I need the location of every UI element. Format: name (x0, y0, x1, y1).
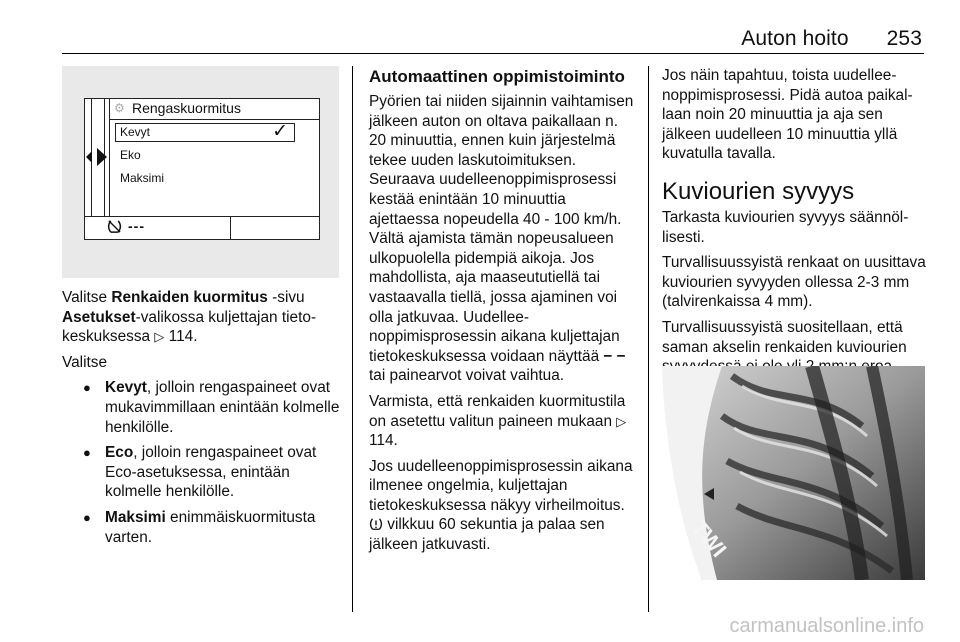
page-ref-icon: ▷ (154, 329, 165, 345)
page-number: 253 (886, 27, 922, 50)
menu-option-eko[interactable]: Eko (120, 148, 141, 162)
twi-label: TWI (686, 514, 732, 562)
column-divider-1 (352, 66, 353, 612)
paragraph-load-state: Varmista, että renkaiden kuormitustila on asetettu valitun paineen mukaan ▷ 114. (369, 392, 627, 450)
nav-arrows (85, 99, 110, 216)
list-item: ● Maksimi enimmäiskuormitusta varten. (62, 508, 342, 547)
menu-title: Rengaskuormitus (132, 100, 241, 116)
section-heading-tread-depth: Kuviourien syvyys (662, 177, 855, 205)
menu-option-maksimi[interactable]: Maksimi (120, 171, 164, 185)
paragraph-intro: Valitse Renkaiden kuormitus -sivu Asetukset-valikossa kuljettajan tietokeskuksessa ▷ 114. (62, 289, 317, 346)
term-asetukset: Asetukset (62, 308, 136, 326)
column-middle (369, 66, 637, 561)
column-divider-2 (648, 66, 649, 612)
tire-tread-image (662, 366, 925, 580)
gear-icon: ⚙ (114, 101, 125, 115)
status-value: --- (128, 218, 145, 234)
paragraph-tread-1: Tarkasta kuviourien syvyys säännöllisesti. (662, 208, 909, 246)
tire-load-menu (84, 98, 320, 240)
column-right (662, 66, 928, 383)
checkmark-icon: ✓ (272, 121, 288, 142)
paragraph-tread-3: Turvallisuussyistä suositellaan, että saman akselin renkaiden kuviourien (662, 318, 907, 356)
header-rule (62, 53, 924, 54)
tire-pressure-icon (107, 219, 122, 237)
menu-option-kevyt[interactable] (115, 123, 295, 142)
option-list (62, 378, 342, 547)
paragraph-repeat: Jos näin tapahtuu, toista uudelleenoppimisprosessi. Pidä autoa paikallaan noin 20 minuuttia ja aja sen jälkeen uudelleen 10 minuuttia yllä kuvatulla tavalla. (662, 67, 913, 163)
paragraph-tread-2: Turvallisuussyistä renkaat on uusittava kuviourien syvyyden ollessa 2-3 mm (talvirenkaissa 4 mm). (662, 254, 926, 311)
paragraph-select: Valitse (62, 353, 108, 371)
term-renkaiden-kuormitus: Renkaiden kuormitus (111, 289, 268, 306)
tpms-warning-icon (369, 516, 383, 533)
section-title: Auton hoito (741, 27, 849, 50)
paragraph-learning: Pyörien tai niiden sijainnin vaihtamisen jälkeen auton on oltava paikallaan n. 20 minuuttia, ennen kuin järjestelmä tekee uuden laskutoimituksen. Seuraava uudelleenoppimisprosessi kestää enintään 10 minuuttia ajettaessa nopeudella 40 - 100 km/h. Vältä ajamista tämän nopeusalueen ulkopuolella pidempiä aikoja. Jos mahdollista, aja maaseututiellä tai vastaavalla tiellä, jossa ajaminen voi olla jatkuvaa. Uudelleenoppimisprosessin aikana kuljettajan tietokeskuksessa voidaan näyttää − − tai painearvot voivat vaihtua. (369, 93, 634, 385)
arrow-left-icon (86, 151, 92, 163)
page-header (741, 27, 922, 51)
list-item: ● Eco, jolloin rengaspaineet ovat Eco-asetuksessa, enintään kolmelle henkilölle. (62, 443, 342, 502)
arrow-right-icon (97, 148, 107, 166)
status-bar (85, 216, 319, 239)
option-label: Kevyt (120, 125, 151, 139)
section-heading-auto-learning: Automaattinen oppimistoiminto (369, 67, 625, 86)
page-ref[interactable]: 114. (164, 328, 198, 346)
display-illustration (62, 66, 339, 278)
page-ref-icon: ▷ (616, 413, 627, 429)
watermark: carmanualsonline.info (729, 615, 924, 637)
paragraph-error: Jos uudelleenoppimisprosessin aikana ilmenee ongelmia, kuljettajan tietokeskuksessa näkyy virheilmoitus. vilkkuu 60 sekuntia ja palaa sen jälkeen jatkuvasti. (369, 457, 633, 554)
page-ref[interactable]: 114. (369, 432, 398, 450)
column-left (62, 288, 342, 553)
menu-title-bar (110, 99, 319, 120)
list-item: ● Kevyt, jolloin rengaspaineet ovat mukavimmillaan enintään kolmelle henkilölle. (62, 378, 342, 437)
